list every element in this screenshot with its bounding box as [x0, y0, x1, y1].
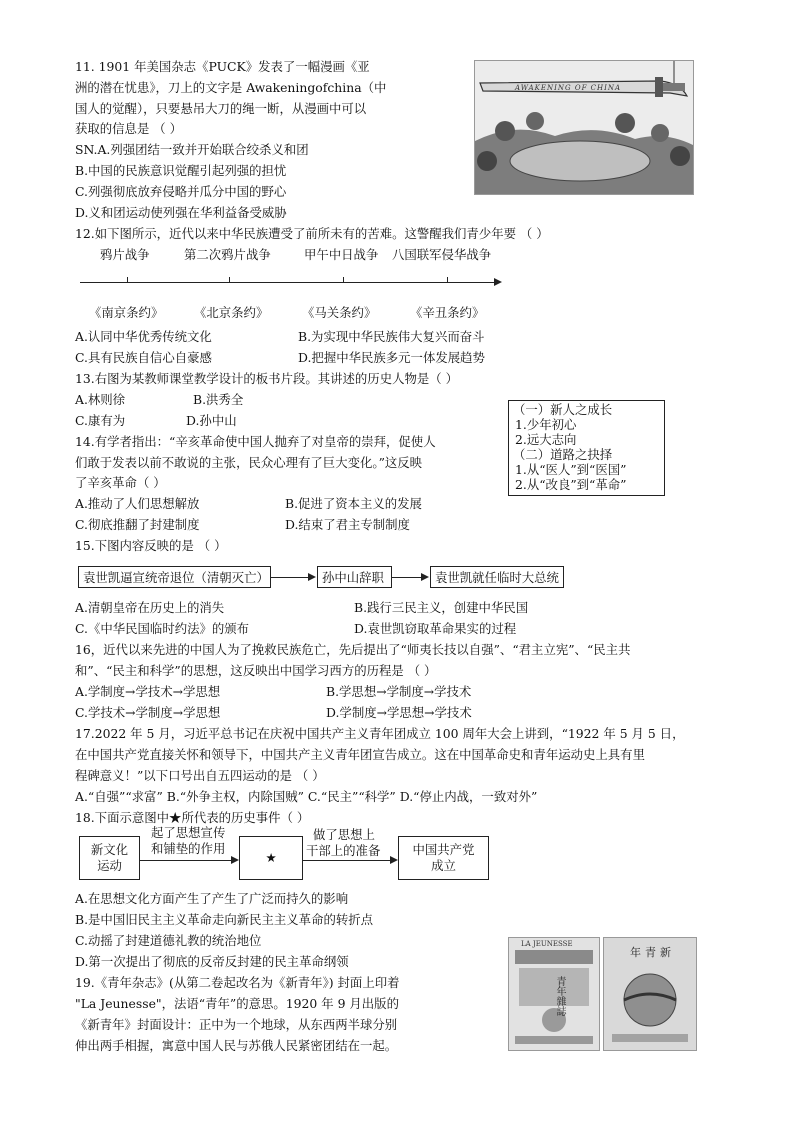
diagram-arrow-1-label-2: 和铺垫的作用 — [151, 841, 226, 856]
q13-option-b[interactable]: B.洪秀全 — [193, 392, 244, 407]
board-line-4: （二）道路之抉择 — [513, 447, 613, 462]
cover-1-cn-title: 青年雜誌 — [554, 976, 565, 1016]
q17-stem-line2: 在中国共产党直接关怀和领导下，中国共产主义青年团宣告成立。这在中国革命史和青年运动史上具有里 — [75, 747, 645, 762]
timeline-tick — [229, 277, 230, 283]
q16-stem-line1: 16，近代以来先进的中国人为了挽救民族危亡，先后提出了“师夷长技以自强”、“君主立宪”、“民主共 — [75, 642, 631, 657]
q13-option-c[interactable]: C.康有为 — [75, 413, 126, 428]
q18-stem: 18.下面示意图中★所代表的历史事件（ ） — [75, 810, 310, 825]
diagram-box-1-line2: 运动 — [97, 858, 122, 873]
q19-stem-line3: 《新青年》封面设计：正中为一个地球，从东西两半球分别 — [75, 1017, 398, 1032]
q15-option-d[interactable]: D.袁世凯窃取革命果实的过程 — [354, 621, 517, 636]
q18-option-b[interactable]: B.是中国旧民主主义革命走向新民主主义革命的转折点 — [75, 912, 374, 927]
q14-option-b[interactable]: B.促进了资本主义的发展 — [285, 496, 422, 511]
q16-option-b[interactable]: B.学思想→学制度→学技术 — [326, 684, 472, 699]
q13-option-a[interactable]: A.林则徐 — [75, 392, 126, 407]
flow-box-1 — [78, 566, 271, 588]
q16-option-d[interactable]: D.学制度→学思想→学技术 — [326, 705, 472, 720]
q16-stem-line2: 和”、“民主和科学”的思想，这反映出中国学习西方的历程是 （ ） — [75, 663, 437, 678]
timeline-tick — [447, 277, 448, 283]
q11-stem-line2: 洲的潜在忧患》，刀上的文字是 Awakeningofchina（中 — [75, 80, 387, 95]
cover-1-title: LA JEUNESSE — [521, 940, 573, 948]
diagram-arrow-2 — [303, 860, 391, 861]
flow-arrowhead-2 — [421, 573, 429, 581]
q12-option-a[interactable]: A.认同中华优秀传统文化 — [75, 329, 212, 344]
q15-option-c[interactable]: C.《中华民国临时约法》的颁布 — [75, 621, 250, 636]
q11-stem-line4: 获取的信息是 （ ） — [75, 121, 183, 136]
timeline-tick — [127, 277, 128, 283]
diagram-arrowhead-1 — [231, 856, 239, 864]
q19-stem-line1: 19.《青年杂志》(从第二卷起改名为《新青年》) 封面上印着 — [75, 975, 400, 990]
star-icon: ★ — [265, 850, 277, 865]
diagram-box-3-line2: 成立 — [431, 858, 456, 873]
q17-options[interactable]: A.“自强”“求富” B.“外争主权，内除国贼” C.“民主”“科学” D.“停止内战，一致对外” — [75, 789, 538, 804]
diagram-box-3-line1: 中国共产党 — [412, 842, 475, 857]
flow-arrow-2 — [392, 577, 422, 578]
q12-stem: 12.如下图所示，近代以来中华民族遭受了前所未有的苦难。这警醒我们青少年要 （ ） — [75, 226, 549, 241]
q12-event-1: 鸦片战争 — [100, 247, 150, 262]
q12-option-d[interactable]: D.把握中华民族多元一体发展趋势 — [298, 350, 485, 365]
q15-stem: 15.下图内容反映的是 （ ） — [75, 538, 227, 553]
q15-option-a[interactable]: A.清朝皇帝在历史上的消失 — [75, 600, 225, 615]
timeline-tick — [343, 277, 344, 283]
flow-box-1-label: 袁世凯逼宣统帝退位（清朝灭亡） — [83, 570, 269, 585]
diagram-box-1-line1: 新文化 — [90, 842, 129, 857]
q16-option-c[interactable]: C.学技术→学制度→学思想 — [75, 705, 221, 720]
diagram-box-star — [239, 836, 303, 880]
q11-option-c[interactable]: C.列强彻底放弃侵略并瓜分中国的野心 — [75, 184, 287, 199]
q12-treaty-2: 《北京条约》 — [194, 305, 269, 320]
q12-treaty-4: 《辛丑条约》 — [410, 305, 485, 320]
diagram-box-cpc — [398, 836, 489, 880]
q14-option-d[interactable]: D.结束了君主专制制度 — [285, 517, 410, 532]
diagram-arrow-2-label-2: 干部上的准备 — [306, 843, 381, 858]
diagram-arrowhead-2 — [390, 856, 398, 864]
q11-option-d[interactable]: D.义和团运动使列强在华利益备受威胁 — [75, 205, 287, 220]
q19-stem-line4: 伸出两手相握，寓意中国人民与苏俄人民紧密团结在一起。 — [75, 1038, 398, 1053]
youth-magazine-cover-image — [508, 937, 600, 1051]
q12-option-c[interactable]: C.具有民族自信心自豪感 — [75, 350, 212, 365]
q11-option-a[interactable]: SN.A.列强团结一致并开始联合绞杀义和团 — [75, 142, 309, 157]
q12-event-3: 甲午中日战争 — [304, 247, 379, 262]
flow-arrowhead-1 — [308, 573, 316, 581]
q14-stem-line3: 了辛亥革命（ ） — [75, 475, 166, 490]
q19-stem-line2: "La Jeunesse"，法语“青年”的意思。1920 年 9 月出版的 — [75, 996, 399, 1011]
diagram-arrow-1-label-1: 起了思想宣传 — [151, 825, 226, 840]
diagram-arrow-1 — [140, 860, 232, 861]
q17-stem-line1: 17.2022 年 5 月，习近平总书记在庆祝中国共产主义青年团成立 100 周年大会上讲到，“1922 年 5 月 5 日， — [75, 726, 685, 741]
flow-box-2-label: 孙中山辞职 — [322, 570, 384, 585]
sword-inscription: AWAKENING OF CHINA — [515, 84, 622, 92]
q14-stem-line1: 14.有学者指出：“辛亥革命使中国人抛弃了对皇帝的崇拜，促使人 — [75, 434, 436, 449]
timeline-arrowhead — [494, 278, 502, 286]
new-youth-cover-image — [603, 937, 697, 1051]
q11-option-b[interactable]: B.中国的民族意识觉醒引起列强的担忧 — [75, 163, 287, 178]
diagram-arrow-2-label-1: 做了思想上 — [313, 827, 375, 842]
q13-option-d[interactable]: D.孙中山 — [186, 413, 237, 428]
q12-event-2: 第二次鸦片战争 — [184, 247, 271, 262]
timeline-axis — [80, 282, 495, 283]
flow-box-2 — [317, 566, 392, 588]
q17-stem-line3: 程碑意义！”以下口号出自五四运动的是 （ ） — [75, 768, 325, 783]
q12-option-b[interactable]: B.为实现中华民族伟大复兴而奋斗 — [298, 329, 485, 344]
q16-option-a[interactable]: A.学制度→学技术→学思想 — [75, 684, 221, 699]
q12-treaty-1: 《南京条约》 — [89, 305, 164, 320]
puck-cartoon-image — [474, 60, 694, 195]
flow-box-3 — [430, 566, 564, 588]
q14-stem-line2: 们敢于发表以前不敢说的主张，民众心理有了巨大变化。”这反映 — [75, 455, 423, 470]
board-line-2: 1.少年初心 — [515, 417, 577, 432]
q18-option-c[interactable]: C.动摇了封建道德礼教的统治地位 — [75, 933, 262, 948]
q18-option-d[interactable]: D.第一次提出了彻底的反帝反封建的民主革命纲领 — [75, 954, 349, 969]
q13-stem: 13.右图为某教师课堂教学设计的板书片段。其讲述的历史人物是（ ） — [75, 371, 458, 386]
board-line-6: 2.从“改良”到“革命” — [515, 477, 627, 492]
q14-option-a[interactable]: A.推动了人们思想解放 — [75, 496, 200, 511]
board-line-3: 2.远大志向 — [515, 432, 577, 447]
q11-stem-line3: 国人的觉醒），只要悬吊大刀的绳一断，从漫画中可以 — [75, 101, 367, 116]
q11-stem-line1: 11. 1901 年美国杂志《PUCK》发表了一幅漫画《亚 — [75, 59, 370, 74]
q15-option-b[interactable]: B.践行三民主义，创建中华民国 — [354, 600, 529, 615]
q12-event-4: 八国联军侵华战争 — [392, 247, 492, 262]
q12-treaty-3: 《马关条约》 — [302, 305, 377, 320]
cover-2-title: 年青新 — [630, 946, 675, 959]
flow-box-3-label: 袁世凯就任临时大总统 — [435, 570, 559, 585]
board-line-5: 1.从“医人”到“医国” — [515, 462, 627, 477]
q18-option-a[interactable]: A.在思想文化方面产生了产生了广泛而持久的影响 — [75, 891, 349, 906]
q14-option-c[interactable]: C.彻底推翻了封建制度 — [75, 517, 200, 532]
diagram-box-new-culture — [79, 836, 140, 880]
flow-arrow-1 — [271, 577, 309, 578]
blackboard-outline — [508, 400, 665, 496]
board-line-1: （一）新人之成长 — [513, 402, 613, 417]
